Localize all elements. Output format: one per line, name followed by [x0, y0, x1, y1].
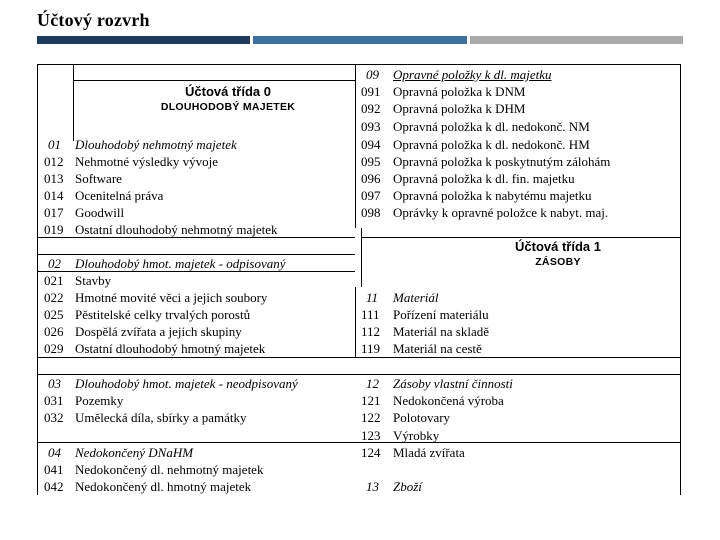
account-code: 092	[361, 101, 381, 116]
account-label: Opravná položka k dl. fin. majetku	[393, 171, 575, 186]
account-label: Pořízení materiálu	[393, 307, 489, 322]
account-code: 093	[361, 119, 381, 134]
slide-title: Účtový rozvrh	[37, 10, 150, 30]
class1-header	[468, 239, 648, 269]
account-code: 031	[44, 393, 64, 408]
account-label: Polotovary	[393, 410, 451, 425]
account-label: Software	[75, 171, 122, 186]
account-code: 112	[361, 324, 381, 339]
account-label: Stavby	[75, 273, 112, 288]
account-label: Nehmotné výsledky vývoje	[75, 154, 218, 169]
account-code: 02	[48, 256, 61, 271]
account-chart-table	[37, 64, 681, 495]
account-label: Pěstitelské celky trvalých porostů	[75, 307, 251, 322]
account-label: Materiál na skladě	[393, 324, 490, 339]
account-code: 122	[361, 410, 381, 425]
account-label: Goodwill	[75, 205, 125, 220]
account-group-label: Opravné položky k dl. majetku	[393, 67, 552, 82]
account-code: 095	[361, 154, 381, 169]
class0-header	[138, 84, 318, 114]
account-code: 094	[361, 137, 381, 152]
account-code: 11	[366, 290, 379, 305]
title-underline-bar-2	[253, 36, 467, 44]
account-code: 119	[361, 341, 381, 356]
account-label: Ostatní dlouhodobý hmotný majetek	[75, 341, 266, 356]
account-label: Pozemky	[75, 393, 124, 408]
account-code: 121	[361, 393, 381, 408]
account-code: 09	[366, 67, 379, 82]
account-code: 012	[44, 154, 64, 169]
account-label: Opravná položka k poskytnutým zálohám	[393, 154, 611, 169]
account-code: 123	[361, 428, 381, 443]
account-label: Materiál na cestě	[393, 341, 482, 356]
group04-separator-line	[38, 442, 680, 443]
account-code: 13	[366, 479, 379, 494]
column-divider-top	[355, 65, 356, 228]
account-code: 026	[44, 324, 64, 339]
class1-subtitle: ZÁSOBY	[535, 256, 581, 268]
account-code: 017	[44, 205, 64, 220]
account-code: 041	[44, 462, 64, 477]
account-label: Hmotné movité věci a jejich soubory	[75, 290, 268, 305]
account-code: 014	[44, 188, 64, 203]
account-code: 032	[44, 410, 64, 425]
account-code: 013	[44, 171, 64, 186]
account-label: Výrobky	[393, 428, 440, 443]
account-code: 091	[361, 84, 381, 99]
account-code: 021	[44, 273, 64, 288]
account-group-label: Zásoby vlastní činnosti	[393, 376, 513, 391]
account-label: Nedokončený dl. nehmotný majetek	[75, 462, 264, 477]
account-label: Nedokončený dl. hmotný majetek	[75, 479, 252, 494]
account-code: 096	[361, 171, 381, 186]
account-group-label: Zboží	[393, 479, 422, 494]
account-code: 111	[361, 307, 380, 322]
account-label: Oprávky k opravné položce k nabyt. maj.	[393, 205, 609, 220]
account-code: 029	[44, 341, 64, 356]
account-code: 098	[361, 205, 381, 220]
account-group-label: Nedokončený DNaHM	[75, 445, 194, 460]
account-group-label: Dlouhodobý nehmotný majetek	[75, 137, 237, 152]
class1-title: Účtová třída 1	[515, 239, 601, 254]
account-code: 04	[48, 445, 61, 460]
title-underline-bar-1	[37, 36, 250, 44]
account-label: Opravná položka k dl. nedokonč. NM	[393, 119, 590, 134]
account-label: Opravná položka k nabytému majetku	[393, 188, 592, 203]
account-code: 022	[44, 290, 64, 305]
group03-separator-line	[38, 357, 680, 358]
account-group-label: Dlouhodobý hmot. majetek - neodpisovaný	[75, 376, 298, 391]
class0-header-top-line	[73, 80, 355, 81]
column-divider-lower	[355, 287, 356, 357]
account-code: 124	[361, 445, 381, 460]
class0-title: Účtová třída 0	[185, 84, 271, 99]
account-label: Nedokončená výroba	[393, 393, 504, 408]
account-group-label: Materiál	[393, 290, 439, 305]
account-label: Opravná položka k DHM	[393, 101, 526, 116]
title-underline-bar-3	[470, 36, 683, 44]
account-code: 12	[366, 376, 379, 391]
account-label: Mladá zvířata	[393, 445, 465, 460]
account-label: Ostatní dlouhodobý nehmotný majetek	[75, 222, 278, 237]
class0-subtitle: DLOUHODOBÝ MAJETEK	[160, 101, 296, 113]
class0-header-left-border	[73, 65, 74, 141]
account-code: 042	[44, 479, 64, 494]
account-label: Opravná položka k DNM	[393, 84, 526, 99]
account-label: Ocenitelná práva	[75, 188, 164, 203]
class1-header-top-line	[361, 237, 680, 238]
account-code: 01	[48, 137, 61, 152]
account-code: 025	[44, 307, 64, 322]
account-code: 019	[44, 222, 64, 237]
account-code: 03	[48, 376, 61, 391]
account-label: Opravná položka k dl. nedokonč. HM	[393, 137, 590, 152]
account-label: Dospělá zvířata a jejich skupiny	[75, 324, 242, 339]
account-code: 097	[361, 188, 381, 203]
account-label: Umělecká díla, sbírky a památky	[75, 410, 247, 425]
account-group-label: Dlouhodobý hmot. majetek - odpisovaný	[75, 256, 286, 271]
